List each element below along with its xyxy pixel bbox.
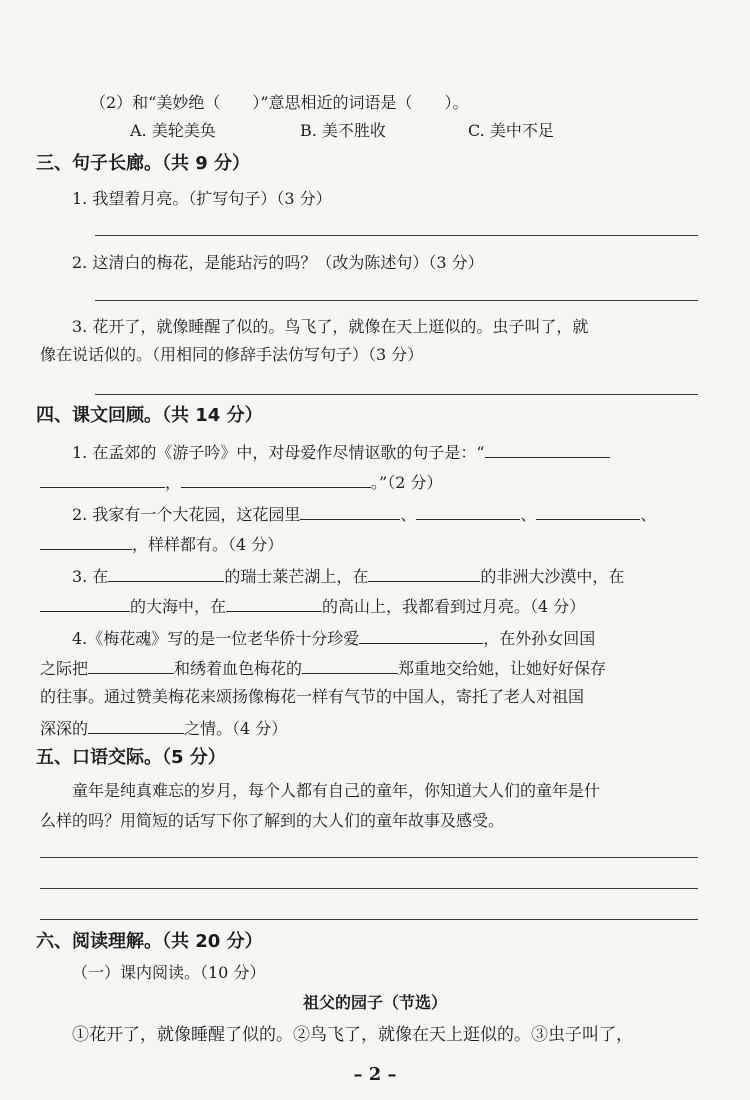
section4-item4-line3: 的往事。通过赞美梅花来颂扬像梅花一样有气节的中国人，寄托了老人对祖国 [40,687,585,706]
section4-item4-line4: 深深的 之情。（4 分） [40,716,287,740]
blank[interactable] [88,716,184,734]
section4-item1-line2: ， 。”（2 分） [40,470,442,494]
passage-title: 祖父的园子（节选） [302,993,447,1012]
section6-sub1: （一）课内阅读。（10 分） [72,963,266,982]
section4-item4-line1: 4.《梅花魂》写的是一位老华侨十分珍爱 ，在外孙女回国 [72,626,595,650]
section3-item1: 1. 我望着月亮。（扩写句子）（3 分） [72,189,332,208]
answer-line[interactable] [40,857,698,858]
blank[interactable] [181,470,371,488]
section4-heading: 四、课文回顾。（共 14 分） [36,405,263,426]
section4-item2-line1: 2. 我家有一个大花园，这花园里 、 、 、 [72,502,656,526]
section5-line2: 么样的吗？用简短的话写下你了解到的大人们的童年故事及感受。 [40,811,505,830]
section5-heading: 五、口语交际。（5 分） [36,747,226,768]
section3-item2: 2. 这清白的梅花，是能玷污的吗？（改为陈述句）（3 分） [72,253,484,272]
answer-line[interactable] [40,919,698,920]
answer-line[interactable] [95,394,698,395]
page-number: – 2 – [353,1064,397,1085]
blank[interactable] [368,564,480,582]
blank[interactable] [88,656,174,674]
blank[interactable] [302,656,398,674]
answer-line[interactable] [95,300,698,301]
blank[interactable] [40,594,130,612]
section4-item4-line2: 之际把 和绣着血色梅花的 郑重地交给她，让她好好保存 [40,656,606,680]
section4-item3-line1: 3. 在 的瑞士莱芒湖上，在 的非洲大沙漠中，在 [72,564,624,588]
q2-question: （2）和“美妙绝（ ）”意思相近的词语是（ ）。 [90,93,469,112]
section6-heading: 六、阅读理解。（共 20 分） [36,931,263,952]
passage-line1: ①花开了，就像睡醒了似的。②鸟飞了，就像在天上逛似的。③虫子叫了， [72,1025,633,1045]
section3-item3-line2: 像在说话似的。（用相同的修辞手法仿写句子）（3 分） [40,345,424,364]
blank[interactable] [300,502,400,520]
section3-heading: 三、句子长廊。（共 9 分） [36,153,251,174]
blank[interactable] [359,626,483,644]
answer-line[interactable] [95,235,698,236]
answer-line[interactable] [40,888,698,889]
blank[interactable] [40,532,132,550]
blank[interactable] [40,470,165,488]
q2-option-b: B. 美不胜收 [300,121,386,140]
section4-item2-line2: ，样样都有。（4 分） [40,532,283,556]
blank[interactable] [226,594,322,612]
q2-option-a: A. 美轮美奂 [130,121,216,140]
section4-item3-line2: 的大海中，在 的高山上，我都看到过月亮。（4 分） [40,594,585,618]
blank[interactable] [485,440,610,458]
section5-line1: 童年是纯真难忘的岁月，每个人都有自己的童年，你知道大人们的童年是什 [72,781,601,800]
q2-option-c: C. 美中不足 [468,121,554,140]
section3-item3-line1: 3. 花开了，就像睡醒了似的。鸟飞了，就像在天上逛似的。虫子叫了，就 [72,317,589,336]
section4-item1-line1: 1. 在孟郊的《游子吟》中，对母爱作尽情讴歌的句子是：“ [72,440,610,464]
blank[interactable] [536,502,640,520]
blank[interactable] [108,564,224,582]
blank[interactable] [416,502,520,520]
